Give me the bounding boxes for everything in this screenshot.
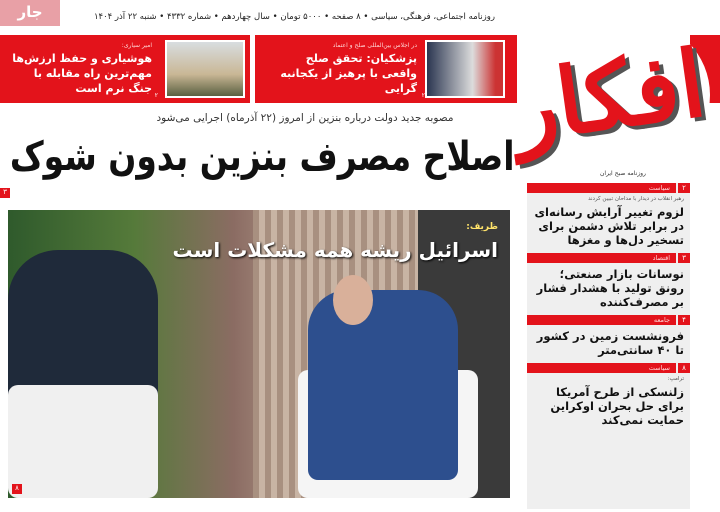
- page-number: ۲: [678, 183, 690, 193]
- newspaper-logo: افکار: [505, 28, 712, 163]
- category-label: سیاست: [527, 183, 676, 193]
- photo-kicker: ظریف:: [466, 222, 498, 232]
- sidebar-title: نوسانات بازار صنعتی؛ رونق تولید با هشدار فشار بر مصرف‌کننده: [536, 267, 684, 309]
- main-subheadline: مصوبه جدید دولت درباره بنزین از امروز (۲۲ آذرماه) اجرایی می‌شود: [156, 112, 454, 124]
- sidebar-item-1[interactable]: [527, 183, 690, 249]
- sidebar-title: زلنسکی از طرح آمریکا برای حل بحران اوکراین حمایت نمی‌کند: [550, 385, 684, 427]
- top-story-pezeshkian[interactable]: [255, 35, 517, 103]
- logo-subtitle: روزنامه صبح ایران: [600, 170, 646, 177]
- page-number: ۸: [678, 363, 690, 373]
- page-number: ۳: [678, 253, 690, 263]
- category-label: سیاست: [527, 363, 676, 373]
- person-zarif: [308, 290, 458, 480]
- sidebar-title: فرونشست زمین در کشور تا ۴۰ سانتی‌متر: [536, 329, 684, 357]
- story-title: پزشکیان: تحقق صلح واقعی با پرهیز از یکجانبه گرایی: [280, 52, 417, 95]
- story-title: هوشیاری و حفظ ارزش‌ها مهم‌ترین راه مقابله با جنگ نرم است: [12, 52, 152, 95]
- main-headline[interactable]: اصلاح مصرف بنزین بدون شوک: [10, 134, 515, 180]
- main-headline-container: [5, 132, 515, 184]
- top-story-sayyari[interactable]: [0, 35, 250, 103]
- sidebar-item-3[interactable]: [527, 315, 690, 359]
- photo-title: اسرائیل ریشه همه مشکلات است: [172, 238, 498, 262]
- sidebar-item-2[interactable]: [527, 253, 690, 311]
- page-number: ۲: [421, 92, 425, 99]
- story-kicker: امیر سیاری:: [121, 42, 152, 49]
- sidebar-kicker: رهبر انقلاب در دیدار با مداحان تبیین کردند: [588, 196, 684, 202]
- page-number: ۴: [678, 315, 690, 325]
- sidebar-kicker: ترامپ:: [667, 376, 684, 382]
- photo-sayyari: [165, 40, 245, 98]
- page-number: ۲: [154, 92, 158, 99]
- sidebar-item-4[interactable]: [527, 363, 690, 429]
- photo-pezeshkian: [425, 40, 505, 98]
- sidebar-title: لزوم تغییر آرایش رسانه‌ای در برابر تلاش دشمن برای تسخیر دل‌ها و مغزها: [534, 205, 684, 247]
- headline-page-number: ۳: [0, 188, 10, 198]
- photo-page-number: ۸: [12, 484, 22, 494]
- dateline: روزنامه اجتماعی، فرهنگی، سیاسی • ۸ صفحه • ۵۰۰۰ تومان • سال چهاردهم • شماره ۴۳۳۲ • شنبه ۲۲ آذر ۱۴۰۴: [93, 12, 495, 22]
- main-photo[interactable]: [8, 210, 510, 498]
- category-label: اقتصاد: [527, 253, 676, 263]
- story-kicker: در اجلاس بین‌المللی صلح و اعتماد: [332, 42, 417, 49]
- sidebar: [527, 183, 690, 509]
- section-tag: جار: [0, 0, 60, 26]
- person-head: [333, 275, 373, 325]
- category-label: جامعه: [527, 315, 676, 325]
- chair-left: [8, 385, 158, 498]
